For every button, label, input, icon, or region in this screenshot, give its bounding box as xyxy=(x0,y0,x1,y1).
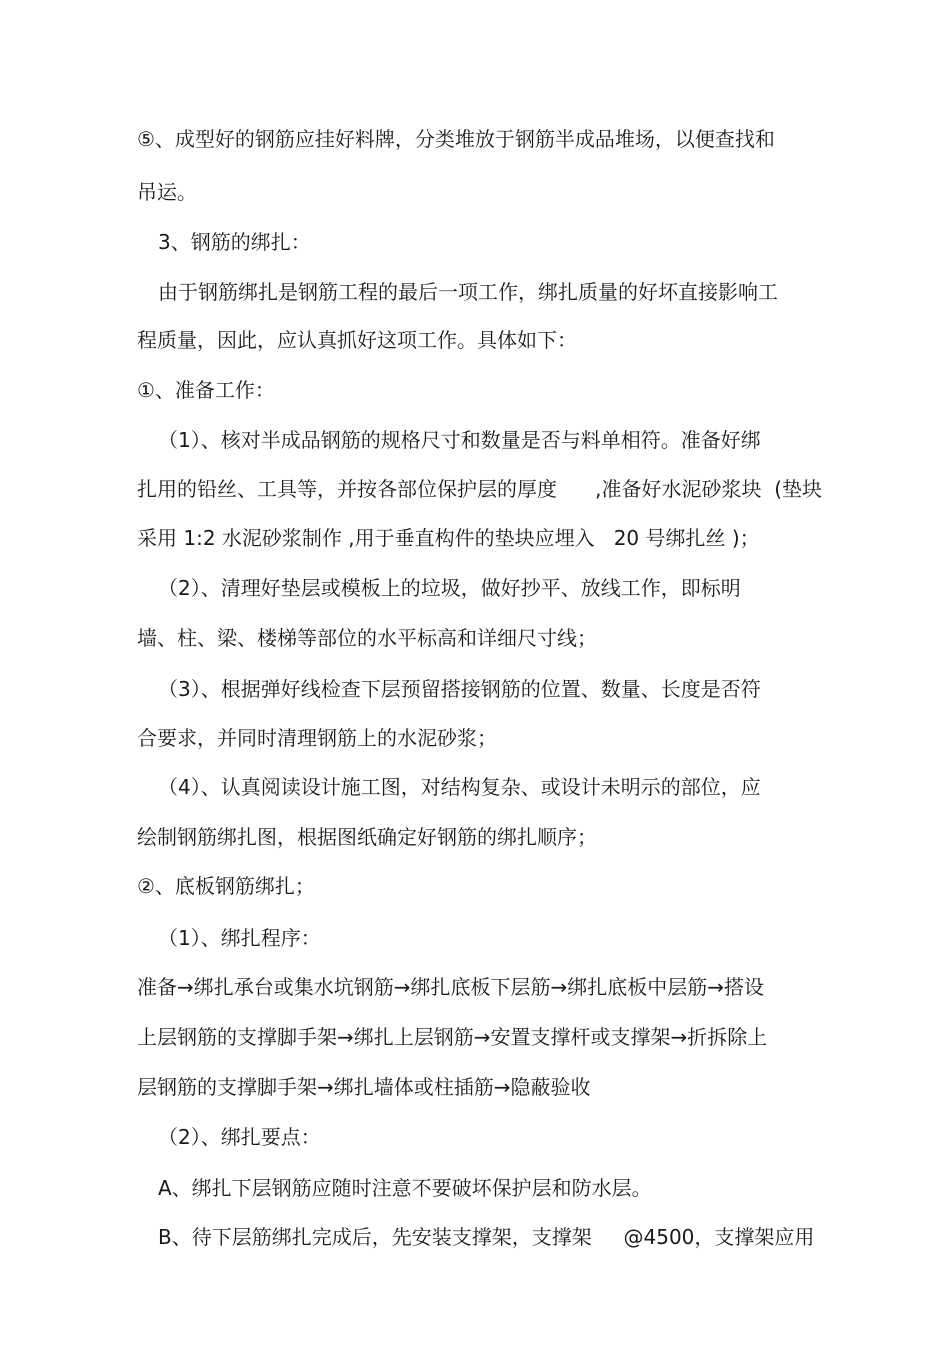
text-line: （2）、绑扎要点： xyxy=(158,1125,321,1149)
text-line: 吊运。 xyxy=(137,180,197,204)
text-line: 程质量，因此，应认真抓好这项工作。具体如下： xyxy=(137,328,577,352)
text-line: 3、钢筋的绑扎： xyxy=(158,230,311,254)
text-line: （1）、绑扎程序： xyxy=(158,926,321,950)
text-line: ②、底板钢筋绑扎； xyxy=(137,874,315,898)
text-line: （1）、核对半成品钢筋的规格尺寸和数量是否与料单相符。准备好绑 xyxy=(158,428,761,452)
text-line: （3）、根据弹好线检查下层预留搭接钢筋的位置、数量、长度是否符 xyxy=(158,677,761,701)
text-line: 采用 1:2 水泥砂浆制作 ,用于垂直构件的垫块应埋入 20 号绑扎丝 )； xyxy=(137,526,760,550)
text-line: 准备→绑扎承台或集水坑钢筋→绑扎底板下层筋→绑扎底板中层筋→搭设 xyxy=(137,975,765,999)
text-line: 由于钢筋绑扎是钢筋工程的最后一项工作，绑扎质量的好坏直接影响工 xyxy=(158,280,778,304)
text-line: 层钢筋的支撑脚手架→绑扎墙体或柱插筋→隐蔽验收 xyxy=(137,1075,591,1099)
text-line: （2）、清理好垫层或模板上的垃圾，做好抄平、放线工作，即标明 xyxy=(158,576,741,600)
text-line: 墙、柱、梁、楼梯等部位的水平标高和详细尺寸线； xyxy=(137,626,597,650)
text-line: 上层钢筋的支撑脚手架→绑扎上层钢筋→安置支撑杆或支撑架→折拆除上 xyxy=(137,1025,768,1049)
text-line: 合要求，并同时清理钢筋上的水泥砂浆； xyxy=(137,726,497,750)
text-line: A、绑扎下层钢筋应随时注意不要破坏保护层和防水层。 xyxy=(158,1176,652,1200)
text-line: 扎用的铅丝、工具等，并按各部位保护层的厚度 ,准备好水泥砂浆块 (垫块 xyxy=(137,477,823,501)
text-line: ⑤、成型好的钢筋应挂好料牌，分类堆放于钢筋半成品堆场，以便查找和 xyxy=(137,127,775,151)
text-line: ①、准备工作： xyxy=(137,378,275,402)
text-line: B、待下层筋绑扎完成后，先安装支撑架，支撑架 @4500，支撑架应用 xyxy=(158,1225,815,1249)
text-line: （4）、认真阅读设计施工图，对结构复杂、或设计未明示的部位，应 xyxy=(158,775,761,799)
text-line: 绘制钢筋绑扎图，根据图纸确定好钢筋的绑扎顺序； xyxy=(137,825,597,849)
